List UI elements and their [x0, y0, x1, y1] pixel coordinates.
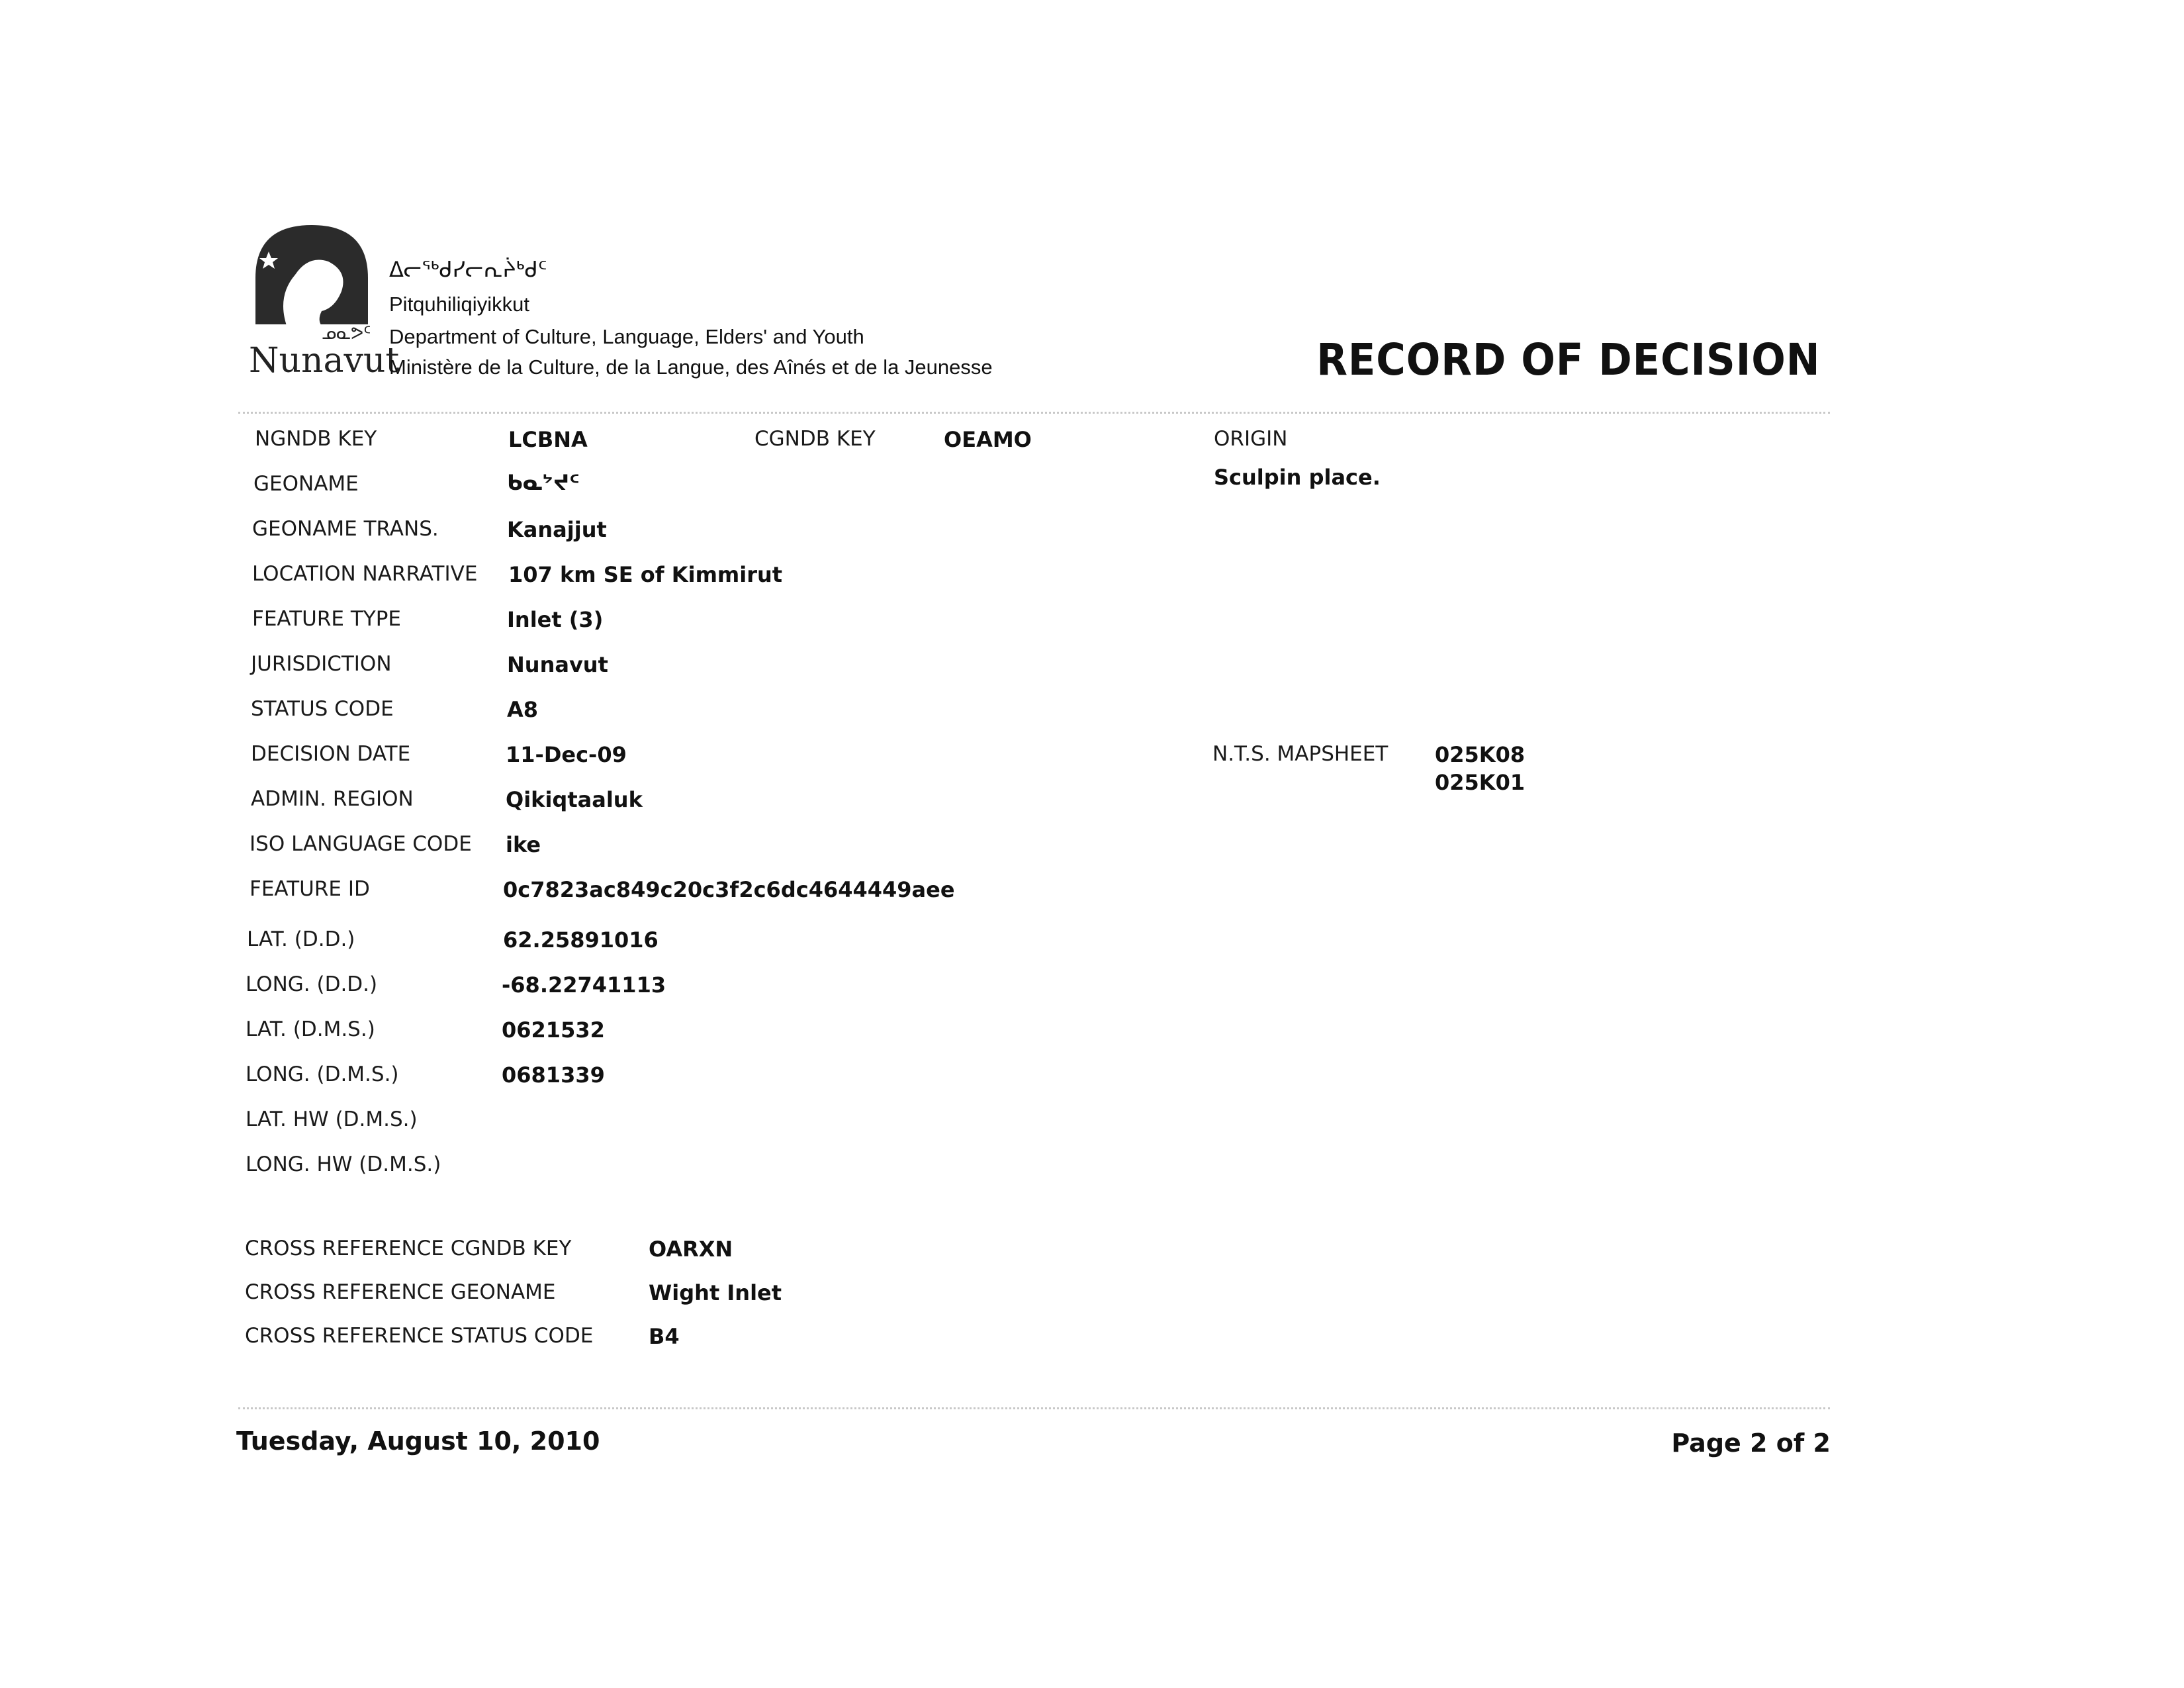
origin-label: ORIGIN [1214, 427, 1288, 451]
field-value: Qikiqtaaluk [506, 787, 643, 812]
field-label: NGNDB KEY [255, 427, 377, 451]
page-title: RECORD OF DECISION [1316, 334, 1820, 385]
cross-ref-value: OARXN [649, 1237, 733, 1262]
dept-syllabics: ᐃᓕᖅᑯᓯᓕᕆᔩᒃᑯᑦ [389, 258, 547, 281]
origin-value: Sculpin place. [1214, 465, 1381, 490]
field-label: LAT. (D.D.) [247, 927, 355, 951]
cgndb-key-value: OEAMO [944, 427, 1032, 452]
field-value: ᑲᓇᔾᔪᑦ [507, 470, 580, 495]
field-label: LOCATION NARRATIVE [252, 562, 478, 586]
cross-ref-label: CROSS REFERENCE STATUS CODE [245, 1324, 594, 1348]
dept-english: Department of Culture, Language, Elders' and Youth [389, 325, 864, 348]
dept-french: Ministère de la Culture, de la Langue, des Aînés et de la Jeunesse [389, 355, 993, 379]
page-number: Page 2 of 2 [1671, 1429, 1831, 1458]
nts-mapsheet-label: N.T.S. MAPSHEET [1212, 742, 1388, 766]
field-value: 62.25891016 [503, 927, 659, 953]
field-label: LAT. HW (D.M.S.) [246, 1107, 418, 1131]
field-label: LAT. (D.M.S.) [246, 1017, 375, 1041]
field-label: LONG. (D.D.) [246, 972, 378, 996]
svg-text:Nunavut: Nunavut [249, 341, 400, 381]
field-value: Nunavut [507, 652, 608, 677]
svg-text:ᓄᓇᕗᑦ: ᓄᓇᕗᑦ [322, 324, 371, 344]
nts-mapsheet-value: 025K01 [1435, 770, 1525, 795]
field-label: FEATURE ID [250, 877, 370, 901]
field-value: Inlet (3) [507, 607, 604, 632]
nunavut-logo [249, 225, 400, 381]
field-value: 107 km SE of Kimmirut [508, 562, 783, 587]
cgndb-key-label: CGNDB KEY [754, 427, 876, 451]
field-value: LCBNA [508, 427, 588, 452]
field-value: ike [506, 832, 541, 857]
dept-inuinnaqtun: Pitquhiliqiyikkut [389, 293, 529, 316]
field-label: GEONAME [253, 472, 359, 496]
field-value: 0c7823ac849c20c3f2c6dc4644449aee [503, 877, 955, 902]
field-label: ADMIN. REGION [251, 787, 414, 811]
footer-date: Tuesday, August 10, 2010 [236, 1427, 600, 1456]
field-label: DECISION DATE [251, 742, 411, 766]
cross-ref-value: B4 [649, 1324, 680, 1349]
footer-divider [238, 1407, 1830, 1409]
field-label: ISO LANGUAGE CODE [250, 832, 472, 856]
header-divider [238, 412, 1830, 414]
cross-ref-label: CROSS REFERENCE CGNDB KEY [245, 1237, 572, 1260]
field-label: JURISDICTION [251, 652, 392, 676]
field-label: GEONAME TRANS. [252, 517, 439, 541]
field-label: STATUS CODE [251, 697, 394, 721]
field-value: A8 [507, 697, 539, 722]
field-label: LONG. HW (D.M.S.) [246, 1152, 441, 1176]
field-value: 0621532 [502, 1017, 605, 1043]
cross-ref-label: CROSS REFERENCE GEONAME [245, 1280, 556, 1304]
field-label: FEATURE TYPE [252, 607, 401, 631]
field-label: LONG. (D.M.S.) [246, 1062, 399, 1086]
cross-ref-value: Wight Inlet [649, 1280, 782, 1305]
nts-mapsheet-value: 025K08 [1435, 742, 1525, 767]
field-value: 0681339 [502, 1062, 605, 1088]
field-value: -68.22741113 [502, 972, 666, 998]
field-value: Kanajjut [507, 517, 607, 542]
field-value: 11-Dec-09 [506, 742, 627, 767]
